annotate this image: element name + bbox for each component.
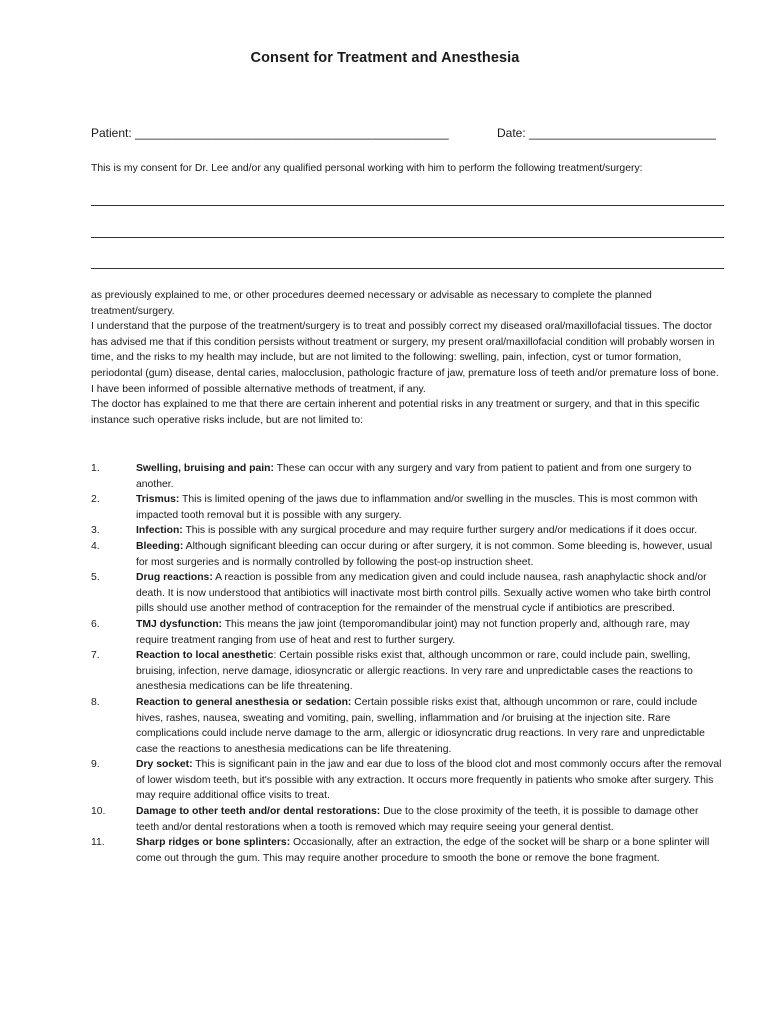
risk-number: 9.: [91, 759, 100, 771]
risk-description: A reaction is possible from any medication given and could include nausea, rash anaphylactic shock and/or death. It is now understood that antibiotics will inactivate most birth control pills. Sexually active women who take birth control pills should use another method of contraception for the remainder of the menstrual cycle if antibiotics are prescribed.: [136, 572, 711, 615]
risk-item: [91, 757, 723, 804]
paragraph-procedures: as previously explained to me, or other procedures deemed necessary or advisable as necessary to complete the planned treatment/surgery.: [91, 290, 652, 317]
treatment-blank-line-3[interactable]: [91, 268, 724, 269]
paragraph-risks-intro: The doctor has explained to me that there are certain inherent and potential risks in any treatment or surgery, and that in this specific instance such operative risks include, but are not limited to:: [91, 399, 700, 426]
risk-item: [91, 523, 723, 539]
risk-item: [91, 695, 723, 757]
treatment-blank-line-1[interactable]: [91, 205, 724, 206]
document-title: Consent for Treatment and Anesthesia: [250, 50, 520, 66]
risk-number: 6.: [91, 618, 100, 630]
risk-number: 7.: [91, 650, 100, 662]
risk-item: [91, 648, 723, 695]
risk-description: Occasionally, after an extraction, the edge of the socket will be sharp or a bone splinter will come out through the gum. This may require another procedure to smooth the bone or remove the bone fragment.: [136, 837, 710, 864]
risk-number: 3.: [91, 525, 100, 537]
risk-description: Certain possible risks exist that, although uncommon or rare, could include hives, rashes, nausea, sweating and vomiting, pain, swelling, inflammation and /or bruising at the injection site. Rare complications could include nerve damage to the arm, allergic or idiosyncratic drug reactions. In very rare and unpredictable case the reactions to anesthesia medications can be life threatening.: [136, 696, 705, 755]
risk-item: [91, 539, 723, 570]
risk-description: This is significant pain in the jaw and ear due to loss of the blood clot and most commonly occurs after the removal of lower wisdom teeth, but it's possible with any extraction. It occurs more frequently in patients who smoke after surgery. This may require additional office visits to treat.: [136, 759, 722, 802]
risk-description: This is possible with any surgical procedure and may require further surgery and/or medications if it does occur.: [182, 525, 698, 537]
risk-term: Bleeding:: [136, 540, 184, 552]
risk-number: 8.: [91, 696, 100, 708]
risk-term: Reaction to local anesthetic: [136, 650, 274, 662]
risk-term: Sharp ridges or bone splinters:: [136, 837, 291, 849]
risk-term: Reaction to general anesthesia or sedation:: [136, 696, 352, 708]
risk-number: 1.: [91, 463, 100, 474]
risk-description: This is limited opening of the jaws due to inflammation and/or swelling in the muscles. This is most common with impacted tooth removal but it is possible with any surgery.: [136, 494, 698, 521]
risk-term: TMJ dysfunction:: [136, 618, 223, 630]
risk-term: Swelling, bruising and pain:: [136, 463, 274, 474]
risk-term: Dry socket:: [136, 759, 193, 771]
risk-term: Damage to other teeth and/or dental restorations:: [136, 806, 381, 818]
risk-list: [91, 461, 723, 866]
risk-description: : Certain possible risks exist that, although uncommon or rare, could include pain, swelling, bruising, infection, nerve damage, idiosyncratic or allergic reactions. In very rare and unpredictable cases the reactions to anesthesia medications can be life threatening.: [136, 650, 693, 693]
risk-item: [91, 570, 723, 617]
consent-statement: This is my consent for Dr. Lee and/or any qualified personal working with him to perform the following treatment/surgery:: [91, 163, 643, 174]
risk-number: 5.: [91, 572, 100, 584]
risk-item: [91, 835, 723, 866]
risk-item: [91, 492, 723, 523]
risk-item: [91, 461, 723, 492]
risk-item: [91, 804, 723, 835]
risk-description: This means the jaw joint (temporomandibular joint) may not function properly and, although rare, may require treatment ranging from use of heat and rest to further surgery.: [136, 618, 690, 646]
risk-number: 4.: [91, 540, 100, 552]
risk-number: 11.: [91, 837, 105, 849]
risk-term: Infection:: [136, 525, 183, 537]
treatment-blank-line-2[interactable]: [91, 237, 724, 238]
paragraph-purpose: I understand that the purpose of the treatment/surgery is to treat and possibly correct my diseased oral/maxillofacial tissues. The doctor has advised me that if this condition persists without treatment or surgery, my present oral/maxillofacial condition will probably worsen in time, and the risks to my health may include, but are not limited to the following: swelling, pain, infection, cyst or tumor formation, periodontal (gum) disease, dental caries, malocclusion, pathologic fracture of jaw, premature loss of teeth and/or premature loss of bone. I have been informed of possible alternative methods of treatment, if any.: [91, 321, 719, 395]
date-field[interactable]: Date: ____________________________: [497, 126, 716, 140]
consent-body: [91, 288, 719, 428]
risk-description: Although significant bleeding can occur during or after surgery, it is not common. Some bleeding is, however, usual for most surgeries and is normally controlled by following the post-op instruction sheet.: [136, 540, 713, 568]
risk-number: 2.: [91, 494, 100, 506]
patient-field[interactable]: Patient: _______________________________________________: [91, 126, 449, 140]
risk-description: Due to the close proximity of the teeth, it is possible to damage other teeth and/or dental restorations when a tooth is removed which may require seeing your general dentist.: [136, 806, 699, 833]
risk-item: [91, 617, 723, 648]
risk-term: Trismus:: [136, 494, 180, 506]
risk-description: These can occur with any surgery and vary from patient to patient and from one surgery to another.: [136, 463, 692, 490]
risk-term: Drug reactions:: [136, 572, 213, 584]
patient-date-row: [91, 126, 731, 140]
risk-number: 10.: [91, 806, 106, 818]
